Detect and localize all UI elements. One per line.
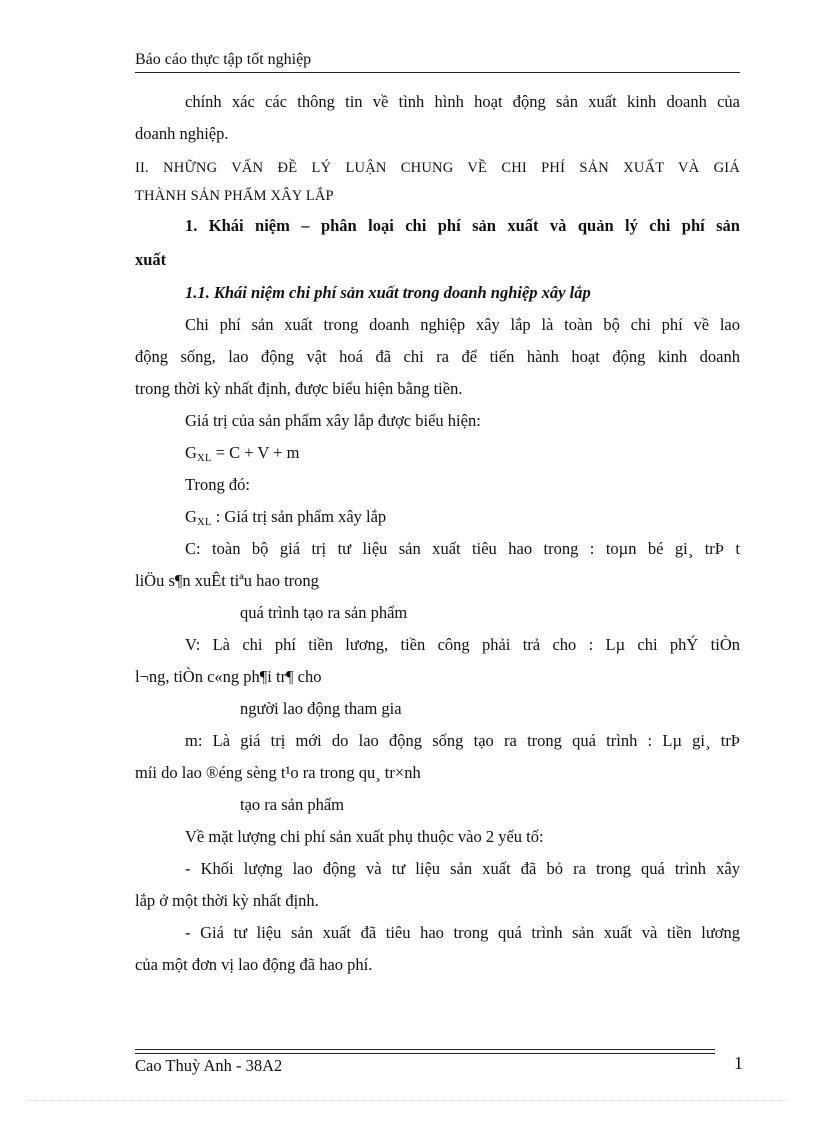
paragraph-line: trong thời kỳ nhất định, được biểu hiện bằng tiền. xyxy=(135,379,463,398)
sub-subsection-heading: 1.1. Khái niệm chi phí sản xuất trong doanh nghiệp xây lắp xyxy=(185,283,591,302)
definition-line: liÖu s¶n xuÊt tiªu hao trong xyxy=(135,571,319,590)
footer-divider xyxy=(135,1049,715,1054)
section-heading: II. NHỮNG VẤN ĐỀ LÝ LUẬN CHUNG VỀ CHI PHÍ SẢN XUẤT VÀ GIÁ xyxy=(135,160,740,176)
bullet-line: lắp ở một thời kỳ nhất định. xyxy=(135,891,319,910)
paragraph-line: Chi phí sản xuất trong doanh nghiệp xây lắp là toàn bộ chi phí về lao xyxy=(185,315,740,334)
paragraph-line: động sống, lao động vật hoá đã chi ra để tiến hành hoạt động kinh doanh xyxy=(135,347,740,366)
paragraph-line: Giá trị của sản phẩm xây lắp được biểu hiện: xyxy=(185,411,481,430)
bullet-line: của một đơn vị lao động đã hao phí. xyxy=(135,955,373,974)
bullet-line: - Khối lượng lao động và tư liệu sản xuất đã bỏ ra trong quá trình xây xyxy=(185,859,740,878)
page-bottom-dotted-line xyxy=(28,1100,788,1101)
gxl-subscript: XL xyxy=(196,516,212,528)
definition-line: l¬ng, tiÒn c«ng ph¶i tr¶ cho xyxy=(135,667,322,686)
paragraph-line: Trong đó: xyxy=(185,475,250,494)
definition-line: quá trình tạo ra sản phẩm xyxy=(240,603,408,622)
paragraph-line: chính xác các thông tin về tình hình hoạt động sản xuất kinh doanh của xyxy=(185,92,740,111)
formula xyxy=(135,443,790,464)
formula-rest: = C + V + m xyxy=(211,443,300,462)
definition-line: m: Là giá trị mới do lao động sống tạo ra trong quá trình : Lµ gi¸ trÞ xyxy=(185,731,740,750)
definition-line: V: Là chi phí tiền lương, tiền công phải trả cho : Lµ chi phÝ tiÒn xyxy=(185,635,740,654)
paragraph-line: Về mặt lượng chi phí sản xuất phụ thuộc vào 2 yếu tố: xyxy=(185,827,544,846)
subsection-heading: 1. Khái niệm – phân loại chi phí sản xuất và quản lý chi phí sản xyxy=(185,216,740,235)
bullet-line: - Giá tư liệu sản xuất đã tiêu hao trong quá trình sản xuất và tiền lương xyxy=(185,923,740,942)
definition-line: C: toàn bộ giá trị tư liệu sản xuất tiêu hao trong : toµn bé gi¸ trÞ t xyxy=(185,539,740,558)
formula-subscript: XL xyxy=(196,452,212,464)
subsection-heading: xuất xyxy=(135,250,167,269)
definition-line: người lao động tham gia xyxy=(240,699,402,718)
gxl-g: G xyxy=(185,507,197,526)
section-heading: THÀNH SẢN PHẨM XÂY LẮP xyxy=(135,188,334,204)
paragraph-line: doanh nghiệp. xyxy=(135,124,229,143)
formula-g: G xyxy=(185,443,197,462)
definition-gxl xyxy=(135,507,790,528)
definition-line: tạo ra sản phẩm xyxy=(240,795,345,814)
page-header xyxy=(135,50,740,73)
definition-line: míi do lao ®éng sèng t¹o ra trong qu¸ tr×nh xyxy=(135,763,421,782)
page-number: 1 xyxy=(734,1053,743,1073)
footer-author: Cao Thuỳ Anh - 38A2 xyxy=(135,1056,283,1075)
header-title: Báo cáo thực tập tốt nghiệp xyxy=(135,51,312,68)
gxl-description: : Giá trị sản phẩm xây lắp xyxy=(211,507,387,526)
